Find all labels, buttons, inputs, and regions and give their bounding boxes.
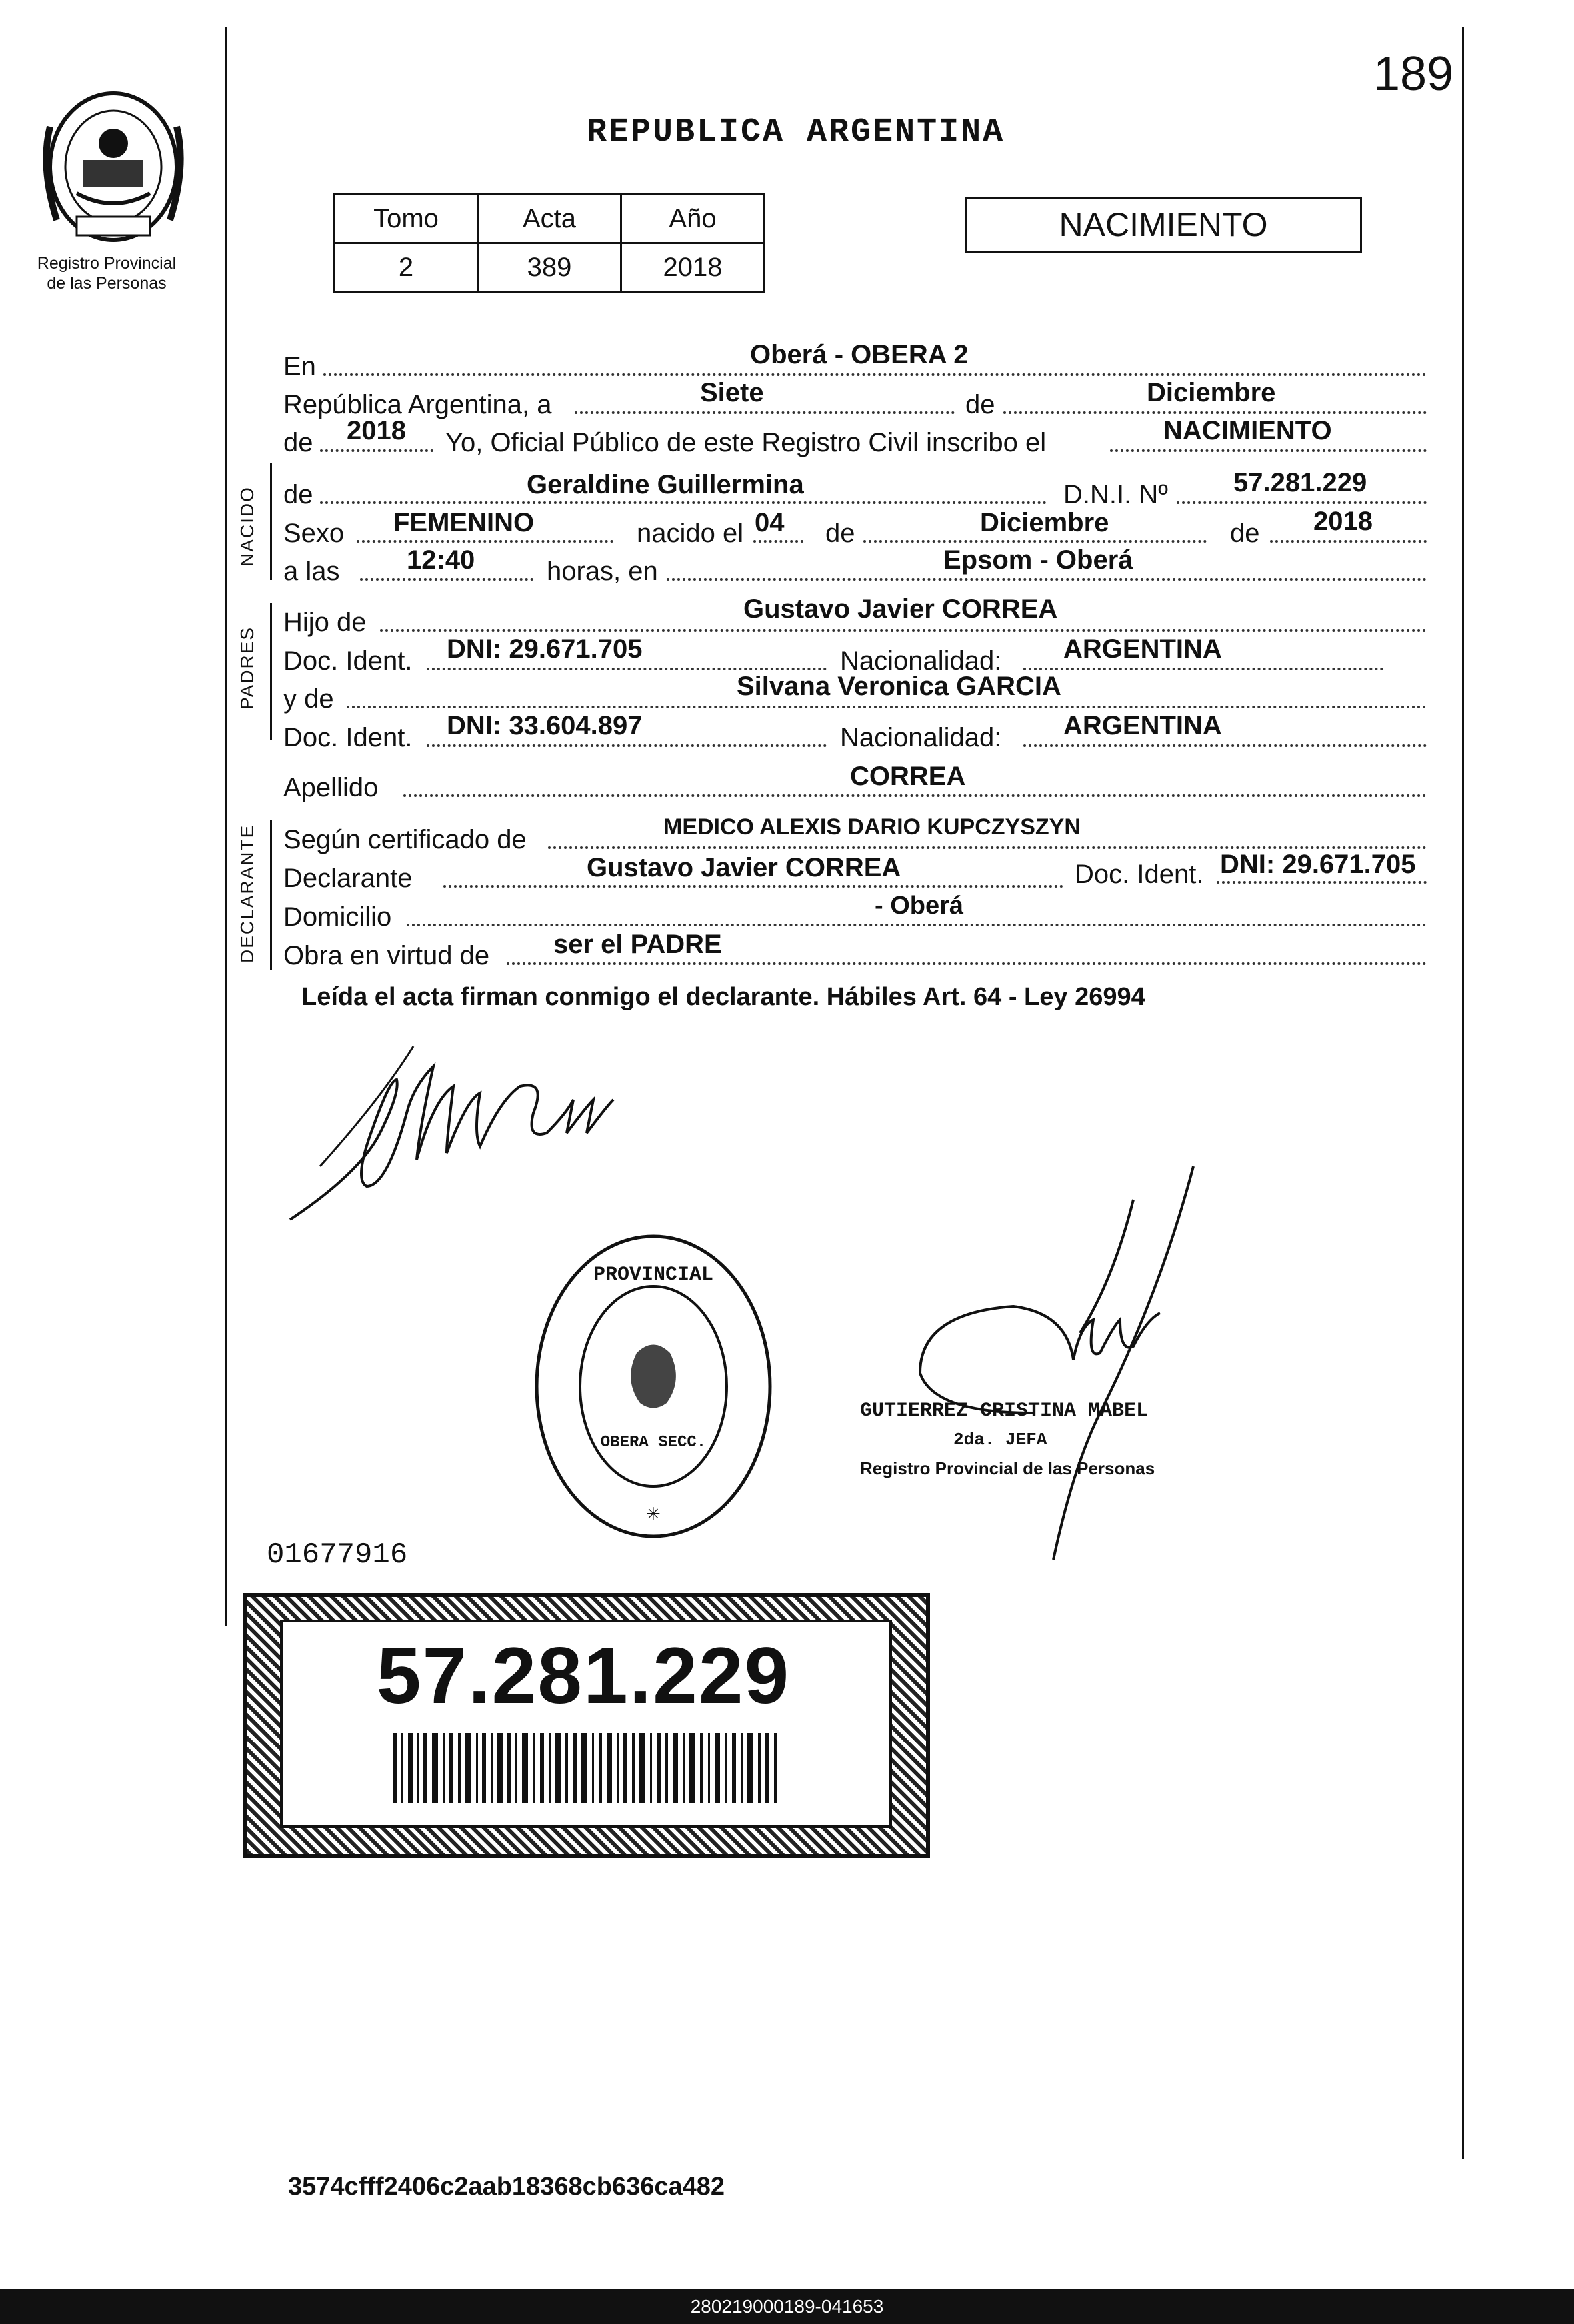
declarante-doc-value: DNI: 29.671.705 bbox=[1220, 850, 1416, 879]
dotted-line bbox=[1270, 540, 1427, 543]
dotted-line bbox=[360, 578, 533, 581]
official-office: Registro Provincial de las Personas bbox=[860, 1458, 1155, 1478]
father-nat-value: ARGENTINA bbox=[1063, 634, 1222, 664]
dotted-line bbox=[1217, 881, 1427, 884]
section-divider bbox=[270, 603, 272, 740]
section-divider bbox=[270, 820, 272, 970]
y-de-label: y de bbox=[283, 684, 334, 714]
certificado-value: MEDICO ALEXIS DARIO KUPCZYSZYN bbox=[663, 814, 1081, 840]
section-divider bbox=[270, 463, 272, 580]
day-value: Siete bbox=[700, 378, 764, 407]
dotted-line bbox=[357, 540, 613, 543]
declarante-label: Declarante bbox=[283, 864, 413, 893]
dotted-line bbox=[443, 885, 1063, 888]
header-ano: Año bbox=[621, 195, 765, 243]
apellido-label: Apellido bbox=[283, 773, 379, 802]
dotted-line bbox=[575, 411, 955, 414]
dotted-line bbox=[1177, 501, 1427, 504]
dotted-line bbox=[427, 744, 827, 747]
value-ano: 2018 bbox=[621, 243, 765, 292]
birth-month-value: Diciembre bbox=[980, 508, 1109, 537]
control-number: 01677916 bbox=[267, 1538, 408, 1572]
mother-nat-label: Nacionalidad: bbox=[840, 723, 1002, 752]
domicilio-value: - Oberá bbox=[875, 892, 964, 920]
child-name-value: Geraldine Guillermina bbox=[527, 470, 804, 499]
republica-label: República Argentina, a bbox=[283, 390, 552, 419]
barcode-bars bbox=[393, 1733, 780, 1803]
de-label2: de bbox=[825, 519, 855, 548]
dni-value: 57.281.229 bbox=[1233, 468, 1367, 497]
padres-side-label: PADRES bbox=[237, 626, 257, 710]
registry-table bbox=[333, 193, 765, 293]
domicilio-label: Domicilio bbox=[283, 902, 392, 932]
svg-text:OBERA SECC.: OBERA SECC. bbox=[600, 1434, 707, 1452]
inscribo-value: NACIMIENTO bbox=[1163, 416, 1332, 445]
left-margin-line bbox=[225, 27, 227, 1626]
nacido-el-label: nacido el bbox=[637, 519, 744, 548]
dotted-line bbox=[753, 540, 803, 543]
dotted-line bbox=[323, 373, 1427, 376]
hijo-label: Hijo de bbox=[283, 608, 367, 637]
obra-value: ser el PADRE bbox=[553, 930, 722, 959]
official-role: 2da. JEFA bbox=[953, 1430, 1047, 1450]
footer-code-bar bbox=[0, 2289, 1574, 2324]
value-acta: 389 bbox=[478, 243, 621, 292]
closing-text: Leída el acta firman conmigo el declarante. Hábiles Art. 64 - Ley 26994 bbox=[301, 983, 1145, 1011]
registry-stamp bbox=[527, 1226, 780, 1550]
hour-value: 12:40 bbox=[407, 545, 475, 575]
en-value: Oberá - OBERA 2 bbox=[750, 340, 969, 369]
footer-code: 280219000189-041653 bbox=[690, 2296, 884, 2317]
dotted-line bbox=[1110, 449, 1427, 452]
sexo-label: Sexo bbox=[283, 519, 345, 548]
birth-year-value: 2018 bbox=[1313, 507, 1373, 536]
barcode-number: 57.281.229 bbox=[376, 1631, 791, 1720]
year-value: 2018 bbox=[347, 416, 406, 445]
yo-text: Yo, Oficial Público de este Registro Civil inscribo el bbox=[445, 428, 1047, 457]
de-label3: de bbox=[1230, 519, 1260, 548]
dotted-line bbox=[403, 794, 1427, 797]
right-margin-line bbox=[1462, 27, 1464, 2159]
dotted-line bbox=[347, 706, 1427, 708]
mother-nat-value: ARGENTINA bbox=[1063, 711, 1222, 740]
dotted-line bbox=[548, 846, 1427, 849]
horas-label: horas, en bbox=[547, 557, 658, 586]
obra-label: Obra en virtud de bbox=[283, 941, 490, 970]
nacido-de-label: de bbox=[283, 480, 313, 509]
dotted-line bbox=[1003, 411, 1427, 414]
svg-text:PROVINCIAL: PROVINCIAL bbox=[593, 1264, 714, 1286]
logo-caption bbox=[7, 253, 207, 293]
dni-label: D.N.I. Nº bbox=[1063, 480, 1168, 509]
document-title: REPUBLICA ARGENTINA bbox=[587, 113, 1005, 151]
apellido-value: CORREA bbox=[850, 762, 966, 791]
dotted-line bbox=[1023, 744, 1427, 747]
sexo-value: FEMENINO bbox=[393, 508, 535, 537]
declarant-signature bbox=[280, 1020, 693, 1236]
nacido-side-label: NACIDO bbox=[237, 486, 257, 567]
document-hash: 3574cfff2406c2aab18368cb636ca482 bbox=[288, 2173, 725, 2201]
en-label: En bbox=[283, 352, 316, 381]
father-doc-label: Doc. Ident. bbox=[283, 646, 413, 676]
de-label: de bbox=[965, 390, 995, 419]
mother-doc-value: DNI: 33.604.897 bbox=[447, 711, 643, 740]
father-name-value: Gustavo Javier CORREA bbox=[743, 594, 1058, 624]
declarante-side-label: DECLARANTE bbox=[237, 824, 257, 963]
dotted-line bbox=[407, 924, 1427, 926]
value-tomo: 2 bbox=[335, 243, 478, 292]
dotted-line bbox=[320, 501, 1047, 504]
dotted-line bbox=[1023, 668, 1383, 670]
dotted-line bbox=[427, 668, 827, 670]
logo-caption-line2: de las Personas bbox=[47, 274, 167, 293]
official-name: GUTIERREZ CRISTINA MABEL bbox=[860, 1400, 1149, 1422]
svg-text:✳: ✳ bbox=[646, 1502, 661, 1527]
dotted-line bbox=[380, 629, 1427, 632]
record-type-box: NACIMIENTO bbox=[965, 197, 1362, 253]
declarante-value: Gustavo Javier CORREA bbox=[587, 853, 901, 882]
birth-day-value: 04 bbox=[755, 508, 785, 537]
header-tomo: Tomo bbox=[335, 195, 478, 243]
page-number: 189 bbox=[1373, 47, 1454, 101]
de2-label: de bbox=[283, 428, 313, 457]
logo-caption-line1: Registro Provincial bbox=[37, 254, 177, 273]
mother-name-value: Silvana Veronica GARCIA bbox=[737, 672, 1061, 701]
place-value: Epsom - Oberá bbox=[943, 545, 1133, 575]
certificado-label: Según certificado de bbox=[283, 825, 527, 854]
declarante-doc-label: Doc. Ident. bbox=[1075, 860, 1204, 889]
month-value: Diciembre bbox=[1147, 378, 1276, 407]
official-signature bbox=[880, 1160, 1227, 1576]
a-las-label: a las bbox=[283, 557, 340, 586]
dotted-line bbox=[320, 449, 433, 452]
mother-doc-label: Doc. Ident. bbox=[283, 723, 413, 752]
header-acta: Acta bbox=[478, 195, 621, 243]
misiones-seal bbox=[37, 87, 190, 250]
dotted-line bbox=[667, 578, 1427, 581]
father-nat-label: Nacionalidad: bbox=[840, 646, 1002, 676]
father-doc-value: DNI: 29.671.705 bbox=[447, 634, 643, 664]
dotted-line bbox=[507, 962, 1427, 965]
dotted-line bbox=[863, 540, 1207, 543]
